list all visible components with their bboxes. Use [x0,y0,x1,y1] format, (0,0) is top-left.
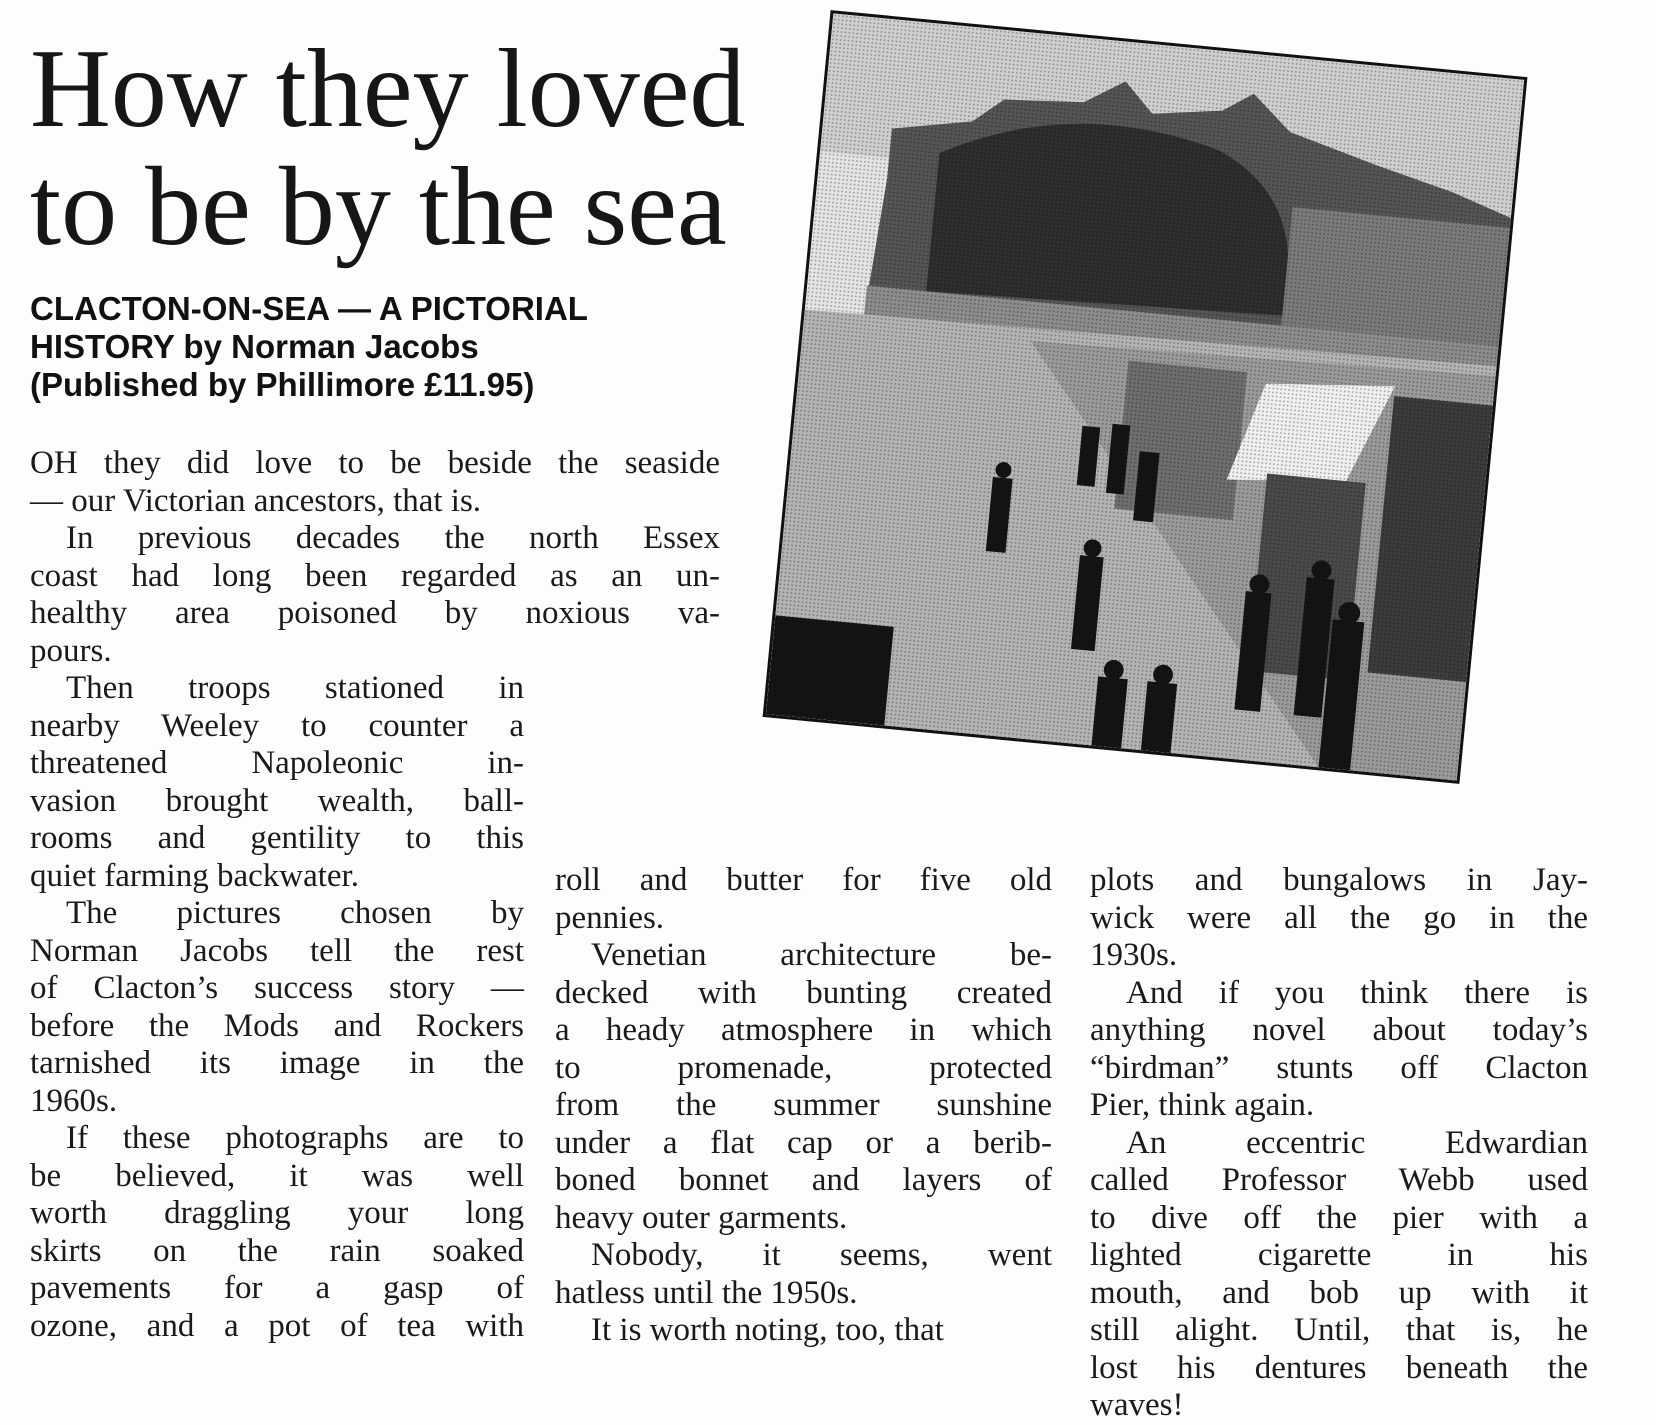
article-column-2 [555,862,1052,1350]
article-intro [30,445,720,670]
promenade-photo-image [766,13,1524,780]
column-1-line: of Clacton’s success story — [30,970,524,1006]
column-1-line: nearby Weeley to counter a [30,707,524,744]
column-3-line: to dive off the pier with a [1090,1199,1588,1236]
column-3-line: Pier, think again. [1090,1087,1315,1123]
column-2-line: pennies. [555,899,665,936]
column-2-line: to promenade, protected [555,1049,1052,1086]
headline [30,27,830,269]
column-1-line: If these photographs are to [66,1120,524,1156]
headline-line-2: to be by the sea [30,145,727,269]
seafront-photo [763,10,1528,784]
intro-line: OH they did love to be beside the seaside [30,445,720,481]
column-3-line: mouth, and bob up with it [1090,1274,1588,1311]
column-1-line: skirts on the rain soaked [30,1232,524,1269]
column-3-line: 1930s. [1090,937,1178,973]
column-3-line: waves! [1090,1387,1184,1423]
book-details [30,290,730,404]
headline-line-1: How they loved [30,27,746,151]
column-1-line: 1960s. [30,1082,118,1119]
column-1-line: rooms and gentility to this [30,820,524,856]
column-1-line: The pictures chosen by [66,895,524,931]
column-3-line: An eccentric Edwardian [1126,1124,1588,1161]
book-title-line-1: CLACTON-ON-SEA — A PICTORIAL [30,290,588,327]
article-column-1 [30,670,524,1345]
column-3-line: plots and bungalows in Jay- [1090,862,1588,898]
intro-line: — our Victorian ancestors, that is. [30,482,482,519]
column-2-line: a heady atmosphere in which [555,1012,1052,1048]
intro-line: pours. [30,632,112,669]
column-3-line: anything novel about today’s [1090,1012,1588,1048]
column-2-line: It is worth noting, too, that [591,1312,944,1348]
book-title-line-2: HISTORY by Norman Jacobs [30,328,479,365]
column-2-line: hatless until the 1950s. [555,1274,858,1311]
column-1-line: ozone, and a pot of tea with [30,1307,524,1344]
column-1-line: threatened Napoleonic in- [30,745,524,781]
column-3-line: still alight. Until, that is, he [1090,1312,1588,1348]
book-publisher-line: (Published by Phillimore £11.95) [30,366,535,403]
column-2-line: Nobody, it seems, went [591,1237,1052,1273]
intro-line: healthy area poisoned by noxious va- [30,595,720,631]
column-1-line: tarnished its image in the [30,1045,524,1081]
column-3-line: called Professor Webb used [1090,1162,1588,1198]
column-2-line: heavy outer garments. [555,1199,848,1236]
column-3-line: And if you think there is [1126,974,1588,1011]
column-3-line: wick were all the go in the [1090,899,1588,936]
intro-line: coast had long been regarded as an un- [30,557,720,594]
column-2-line: decked with bunting created [555,974,1052,1011]
column-1-line: before the Mods and Rockers [30,1007,524,1044]
column-3-line: lost his dentures beneath the [1090,1349,1588,1386]
column-2-line: under a flat cap or a berib- [555,1124,1052,1161]
column-1-line: vasion brought wealth, ball- [30,782,524,819]
column-1-line: worth draggling your long [30,1195,524,1231]
column-1-line: Norman Jacobs tell the rest [30,932,524,969]
column-1-line: quiet farming backwater. [30,857,359,894]
column-2-line: Venetian architecture be- [591,937,1052,973]
column-3-line: lighted cigarette in his [1090,1237,1588,1273]
article-column-3 [1090,862,1588,1425]
column-2-line: from the summer sunshine [555,1087,1052,1123]
column-2-line: roll and butter for five old [555,862,1052,898]
column-1-line: Then troops stationed in [66,670,524,706]
column-1-line: pavements for a gasp of [30,1270,524,1306]
intro-line: In previous decades the north Essex [66,520,720,556]
column-3-line: “birdman” stunts off Clacton [1090,1049,1588,1086]
column-2-line: boned bonnet and layers of [555,1162,1052,1198]
column-1-line: be believed, it was well [30,1157,524,1194]
